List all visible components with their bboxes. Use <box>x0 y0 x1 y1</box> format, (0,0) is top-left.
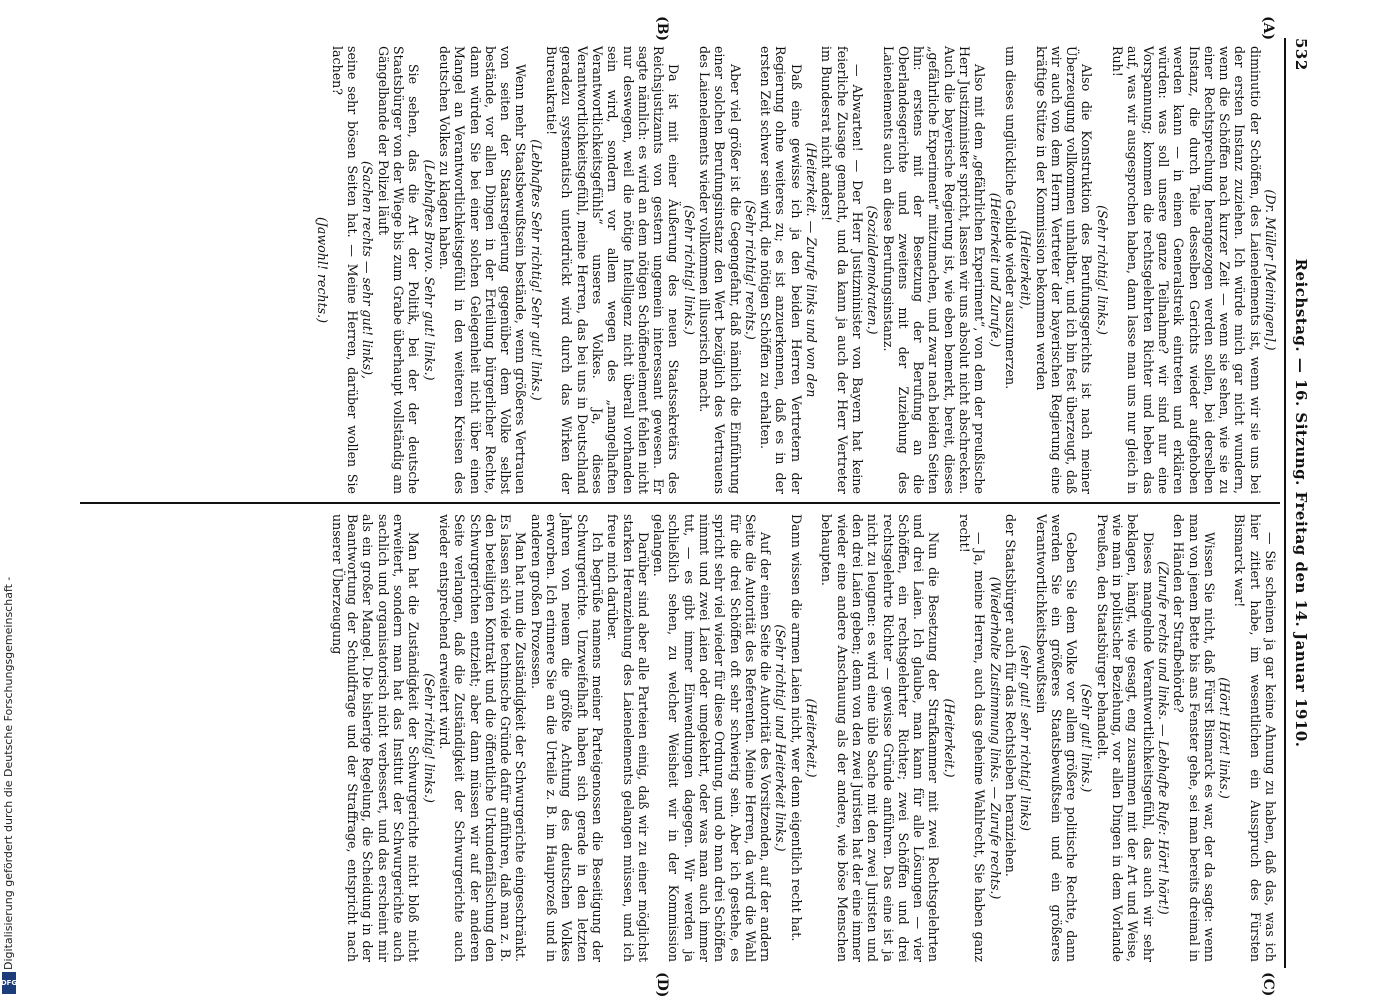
paragraph: Man hat nun die Zuständigkeit der Schwurgerichte eingeschränkt. Es lassen sich viele technische Gründe dafür anführen, daß man z. B. den beteiligten Kontrakt und die öffentliche Urkundenfälschung den Schwurgerichten entzieht; aber dann müssen wir auf der anderen Seite verlangen, daß die Zuständigkeit der Schwurgerichte auch wieder entsprechend erweitert wird. <box>436 514 529 962</box>
interjection: (Heiterkeit und Zurufe.) <box>987 192 1003 348</box>
margin-marker-a: (A) <box>1260 16 1276 41</box>
interjection: (Wiederholte Zustimmung links. — Zurufe rechts.) <box>987 576 1003 900</box>
interjection: (Sehr richtig! rechts.) <box>742 200 758 340</box>
header-rule <box>1284 38 1286 968</box>
interjection: (Sehr richtig! links.) <box>1094 205 1110 335</box>
paragraph: Geben Sie dem Volke vor allem größere politische Rechte, dann werden Sie ein größeres Staatsbewußtsein und ein größeres Verantwortlichkeitsbewußtsein <box>1033 514 1080 962</box>
paragraph: diminutio der Schöffen, des Laienelements ist, wenn wir sie uns bei der ersten Instanz zuziehen. Ich würde mich gar nicht wundern, wenn die Schöffen nach kurzer Zeit — wenn sie sehen, wie sie zu einer Rechtsprechung herangezogen werden sollen, bei derselben Instanz, die durch Teile desselben Gerichts wieder aufgehoben werden kann — in einen Generalstreik eintreten und erklären würden: was soll unsere ganze Teilnahme? wir sind nur eine Vorspannung; kommen die rechtsgelehrten Richter und heben das auf, was wir ausgesprochen haben, dann lasse man uns nur gleich in Ruh! <box>1110 46 1263 494</box>
interjection: (Heiterkeit. — Zurufe links und von den <box>804 142 820 398</box>
paragraph: Man hat die Zuständigkeit der Schwurgerichte nicht bloß nicht erweitert, sondern man hat das Institut der Schwurgerichte auch sachlich und organisatorisch nicht verbessert, und das erscheint mir als ein großer Mangel. Die bisherige Regelung, die Scheidung in der Beantwortung der Schuldfrage und der Straffrage, entspricht nach unserer Überzeugung <box>329 514 422 962</box>
interjection: (Jawohl! rechts.) <box>314 216 330 324</box>
page-number: 532 <box>1292 38 1310 71</box>
interjection: (Dr. Müller [Meiningen].) <box>1263 189 1278 351</box>
paragraph: Wenn mehr Staatsbewußtsein bestände, wenn größeres Vertrauen von seiten der Staatsregierung gegenüber dem Volke selbst bestände, vor allen Dingen in der Erteilung bürgerlicher Rechte, dann würden Sie bei einer solchen Gelegenheit nicht über einen Mangel an Verantwortlichkeitsgefühl in den weiteren Kreisen des deutschen Volkes zu klagen haben. <box>436 46 529 494</box>
paragraph: Aber viel größer ist die Gegengefahr, daß nämlich die Einführung einer solchen Berufungsinstanz den Wert bezüglich des Vertrauens des Laienelements wieder vollkommen illusorisch macht. <box>697 46 743 494</box>
paragraph: um dieses unglückliche Gebilde wieder auszumerzen. <box>1002 46 1018 390</box>
interjection: (Heiterkeit.) <box>804 698 820 778</box>
paragraph: seine sehr bösen Seiten hat. — Meine Herren, darüber wollen Sie lachen? <box>329 46 361 494</box>
page-title: Reichstag. — 16. Sitzung. Freitag den 14. Januar 1910. <box>1292 258 1310 748</box>
interjection: (Sehr richtig! links.) <box>681 205 697 335</box>
margin-marker-c: (C) <box>1260 972 1276 997</box>
paragraph: Da ist mit einer Äußerung des neuen Staatssekretärs des Reichsjustizamts von gestern ungemein interessant gewesen. Er sagte nämlich: es wird an dem nötigen Schöffenelement fehlen nicht nur deswegen, weil die nötige Intelligenz nicht überall vorhanden sein wird, sondern vor allem wegen des „mangelhaften Verantwortlichkeitsgefühls“ unseres Volkes. Ja, dieses Verantwortlichkeitsgefühl, meine Herren, das bei uns in Deutschland geradezu systematisch unterdrückt wird durch das Wirken der Bureaukratie! <box>544 46 682 494</box>
paragraph: Wissen Sie nicht, daß Fürst Bismarck es war, der da sagte: wenn man von jenem Bette bis ans Fenster gehe, sei man bereits dreimal in den Händen der Strafbehörde? <box>1171 514 1217 962</box>
paragraph: Dann wissen die armen Laien nicht, wer denn eigentlich recht hat. <box>788 514 804 942</box>
funding-note: Digitalisierung gefördert durch die Deutsche Forschungsgemeinschaft - <box>2 576 15 970</box>
interjection: (Sachen rechts — sehr gut! links), <box>360 160 376 380</box>
margin-marker-d: (D) <box>654 972 670 998</box>
paragraph: Also die Konstruktion des Berufungsgerichts ist nach meiner Überzeugung vollkommen unhaltbar, und ich bin fest überzeugt, daß wir auch von dem Herrn Vertreter der bayerischen Regierung eine kräftige Stütze in der Kommission bekommen werden <box>1033 46 1095 494</box>
interjection: (Sehr richtig! und Heiterkeit links.) <box>773 624 789 852</box>
paragraph: Sie sehen, das die Art der Politik, bei der der deutsche Staatsbürger von der Wiege bis zum Grabe überhaupt vollständig am Gängelbande der Polizei läuft <box>375 46 422 494</box>
page-header <box>1288 38 1310 968</box>
paragraph: Daß eine gewisse ich ja den beiden Herren Vertretern der Regierung ohne weiteres zu; es ist anzuerkennen, daß es in der ersten Zeit schwer sein wird, die nötigen Schöffen zu erhalten. <box>758 46 804 494</box>
right-column <box>330 514 1278 962</box>
paragraph: — Abwarten! — Der Herr Justizminister von Bayern hat keine feierliche Zusage gemacht, und da kann ja auch der Herr Vertreter im Bundesrat nicht anders! <box>819 46 865 494</box>
paragraph: der Staatsbürger auch für das Rechtsleben heranziehen. <box>1002 514 1018 877</box>
column-divider <box>80 502 1280 504</box>
interjection: (Heiterkeit.) <box>941 698 957 778</box>
interjection: (Zurufe rechts und links. — Lebhafte Rufe: Hört! hört!) <box>1155 561 1171 915</box>
paragraph: — Ja, meine Herren, auch das geheime Wahlrecht, Sie haben ganz recht! <box>957 514 988 962</box>
interjection: (Lebhaftes Bravo. Sehr gut! links.) <box>421 159 437 381</box>
interjection: (Sozialdemokraten.) <box>865 205 881 335</box>
scanned-page <box>70 16 1310 998</box>
interjection: (Hört! Hört! links.) <box>1217 677 1233 799</box>
paragraph: — Sie scheinen ja gar keine Ahnung zu haben, daß das, was ich hier zitiert habe, im wesentlichen ein Ausspruch des Fürsten Bismarck war! <box>1232 514 1278 962</box>
paragraph: Darüber sind aber alle Parteien einig, daß wir zu einer möglichst starken Heranziehung des Laienelements gelangen müssen, und ich freue mich darüber. <box>605 514 651 962</box>
paragraph: Nun die Besetzung der Strafkammer mit zwei Rechtsgelehrten und drei Laien. Ich glaube, man kann für alle Lösungen — vier Schöffen, ein rechtsgelehrter Richter; zwei Schöffen und drei rechtsgelehrte Richter — gewisse Gründe anführen. Das eine ist ja nicht zu leugnen: es wird eine üble Sache mit den zwei Juristen und den drei Laien geben; denn von den zwei Juristen hat der eine immer wieder eine andere Anschauung als der andere, wie böse Menschen behaupten. <box>819 514 942 962</box>
interjection: (Lebhaftes Sehr richtig! Sehr gut! links.) <box>528 139 544 401</box>
interjection: (Heiterkeit), <box>1018 230 1034 310</box>
margin-marker-b: (B) <box>654 16 670 42</box>
interjection: (Sehr gut! links.) <box>1079 683 1095 793</box>
paragraph: Ich begrüße namens meiner Parteigenossen die Beseitigung der Schwurgerichte. Unzweifelhaft haben sich gerade in den letzten Jahren von neuem die größte Achtung des deutschen Volkes erworben. Ich erinnere Sie an die Urteile z. B. im Hauprozeß und in anderen großen Prozessen. <box>528 514 605 962</box>
paragraph: Auf der einen Seite die Autorität des Vorsitzenden, auf der andern Seite die Autorität des Referenten. Meine Herren, da wird die Wahl für die drei Schöffen oft sehr schwierig sein. Aber ich gestehe, es spricht sehr viel wieder für diese Ordnung, und ob man drei Schöffen nimmt und zwei Laien oder umgekehrt, oder was man auch immer tut, — es gibt immer Einwendungen dagegen. Wir werden ja schließlich sehen, zu welcher Weisheit wir in der Kommission gelangen. <box>651 514 774 962</box>
left-column <box>314 46 1278 494</box>
paragraph: Also mit dem „gefährlichen Experiment“, von dem der preußische Herr Justizminister spricht, lassen wir uns absolut nicht abschrecken. Auch die bayerische Regierung ist, wie eben bemerkt, bereit, dieses „gefährliche Experiment“ mitzumachen, und zwar nach beiden Seiten hin: erstens mit der Besetzung der Berufung an die Oberlandesgerichte und zweitens mit der Zuziehung des Laienelements auch an diese Berufungsinstanz. <box>880 46 988 494</box>
paragraph: Dieses mangelnde Verantwortlichkeitsgefühl, das auch wir sehr beklagen, hängt, wie gesagt, eng zusammen mit der Art und Weise, wie man in politischer Beziehung, vor allen Dingen in dem Vorlande Preußen, den Staatsbürger behandelt. <box>1094 514 1156 962</box>
interjection: (Sehr richtig! links.) <box>421 673 437 803</box>
side-note <box>2 0 16 1000</box>
dfg-logo: DFG <box>2 972 16 994</box>
interjection: (sehr gut! sehr richtig! links) <box>1018 645 1034 831</box>
